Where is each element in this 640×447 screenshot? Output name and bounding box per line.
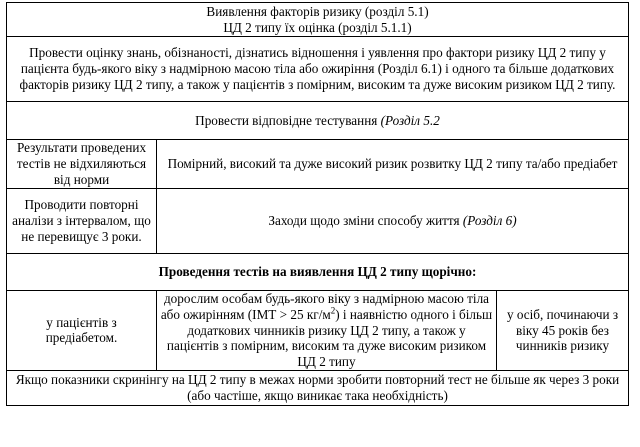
normal-results-cell bbox=[7, 140, 157, 189]
prediabetes-cell bbox=[7, 291, 157, 371]
repeat-row bbox=[7, 189, 629, 254]
adults-text-before: дорослим особам будь-якого віку з надмірною масою тіла або ожирінням (ІМТ > 25 кг/м bbox=[160, 291, 490, 322]
lifestyle-section-ref: (Розділ 6) bbox=[462, 213, 517, 229]
algorithm-table bbox=[6, 2, 629, 406]
prediabetes-text: у пацієнтів з предіабетом. bbox=[45, 314, 118, 346]
footer-cell bbox=[7, 370, 629, 405]
adults-text-after: ) і наявністю одного і більш додаткових чинників ризику ЦД 2 типу, а також у пацієнтів з помірним, високим та дуже високим ризиком ЦД 2 типу bbox=[166, 306, 493, 370]
testing-text: Провести відповідне тестування bbox=[195, 112, 378, 128]
adults-cell bbox=[157, 291, 497, 371]
header-row bbox=[7, 3, 629, 37]
header-line-1: Виявлення факторів ризику (розділ 5.1) bbox=[206, 3, 429, 19]
adults-superscript: 2 bbox=[330, 305, 336, 316]
footer-row bbox=[7, 370, 629, 405]
annual-title-cell bbox=[7, 254, 629, 291]
age45-cell bbox=[497, 291, 629, 371]
risk-text: Помірний, високий та дуже високий ризик розвитку ЦД 2 типу та/або предіабет bbox=[167, 156, 618, 172]
normal-results-row bbox=[7, 140, 629, 189]
age45-text: у осіб, починаючи з віку 45 років без чинників ризику bbox=[506, 306, 619, 354]
repeat-tests-cell bbox=[7, 189, 157, 254]
testing-row bbox=[7, 102, 629, 140]
groups-row bbox=[7, 291, 629, 371]
header-line-2: ЦД 2 типу їх оцінка (розділ 5.1.1) bbox=[223, 19, 412, 35]
repeat-tests-text: Проводити повторні аналізи з інтервалом, що не перевищує 3 роки. bbox=[12, 197, 151, 244]
lifestyle-cell bbox=[157, 189, 629, 254]
assessment-row bbox=[7, 37, 629, 102]
algorithm-document bbox=[6, 2, 628, 406]
header-cell bbox=[7, 3, 629, 37]
normal-results-text: Результати проведених тестів не відхиляються від норми bbox=[16, 140, 147, 187]
annual-title-row bbox=[7, 254, 629, 291]
annual-title: Проведення тестів на виявлення ЦД 2 типу щорічно: bbox=[158, 264, 477, 280]
testing-section-ref: (Розділ 5.2 bbox=[380, 112, 440, 128]
lifestyle-text: Заходи щодо зміни способу життя bbox=[268, 213, 460, 229]
risk-cell bbox=[157, 140, 629, 189]
footer-text: Якщо показники скринінгу на ЦД 2 типу в межах норми зробити повторний тест не більше як через 3 роки (або частіше, якщо виникає така необхідність) bbox=[15, 372, 620, 403]
assessment-cell bbox=[7, 37, 629, 102]
testing-cell bbox=[7, 102, 629, 140]
assessment-text: Провести оцінку знань, обізнаності, дізнатись відношення і уявлення про фактори ризику ЦД 2 типу у пацієнта будь-якого віку з надмірною масою тіла або ожиріння (Розділ 6.1) і одного та більше додаткових факторів ризику ЦД 2 типу, а також у пацієнтів з помірним, високим та дуже високим ризиком ЦД 2 типу. bbox=[19, 45, 616, 92]
